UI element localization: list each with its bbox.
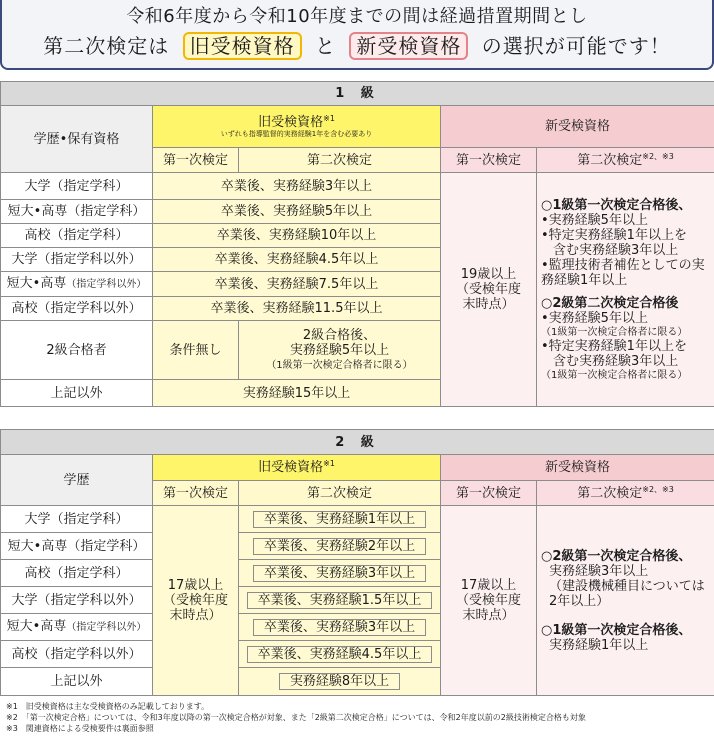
value-box: 実務経験8年以上: [279, 673, 400, 690]
grade1-old-sub-second: 第二次検定: [239, 148, 441, 173]
grade1-2kyu-first: 条件無し: [153, 321, 239, 380]
grade2-old-first-line2: （受検年度: [162, 593, 228, 608]
grade1-cond-b3: •特定実務経験1年以上を: [541, 338, 687, 354]
grade1-table: [0, 81, 714, 407]
table-row-value: 卒業後、実務経験3年以上: [153, 173, 441, 200]
table-row-value: [239, 560, 441, 587]
grade1-2kyu-second-line2: 実務経験5年以上: [289, 342, 390, 358]
grade2-title: 2 級: [1, 430, 714, 455]
table-row-value: 卒業後、実務経験5年以上: [153, 200, 441, 224]
row-label-small: （指定学科以外）: [66, 279, 147, 290]
grade1-new-sub-sup: ※2、※3: [642, 151, 674, 161]
table-row-label: 2級合格者: [1, 321, 153, 380]
grade2-old-header: [153, 455, 441, 481]
grade2-col-header: 学歴: [1, 455, 153, 506]
grade1-new-sub-first: 第一次検定: [441, 148, 537, 173]
value-box: 卒業後、実務経験4.5年以上: [247, 646, 433, 663]
grade2-old-first-age: 17歳以上: [167, 578, 224, 593]
grade1-2kyu-second-line3: （1級第一次検定合格者に限る）: [266, 359, 413, 371]
grade1-old-sup: ※1: [323, 113, 335, 123]
table-row-value: [239, 668, 441, 696]
table-row-label: 大学（指定学科）: [1, 506, 153, 533]
old-qualification-tag: 旧受検資格: [183, 32, 302, 60]
banner-text-mid: と: [315, 34, 336, 58]
value-box: 卒業後、実務経験3年以上: [253, 565, 426, 582]
new-qualification-tag: 新受検資格: [349, 32, 468, 60]
table-row-value: 卒業後、実務経験7.5年以上: [153, 272, 441, 297]
grade2-cond-b1: 実務経験1年以上: [549, 637, 649, 653]
table-row-label: 大学（指定学科以外）: [1, 587, 153, 614]
grade1-new-sub-second-label: 第二次検定: [577, 152, 643, 168]
grade1-cond-a3: 含む実務経験3年以上: [553, 242, 679, 258]
grade2-new-first-cell: [441, 506, 537, 696]
grade2-cond-h1: ○2級第一次検定合格後、: [541, 548, 692, 564]
grade2-new-sub-sup: ※2、※3: [642, 484, 674, 494]
value-box: 卒業後、実務経験2年以上: [253, 538, 426, 555]
table-row-label: 短大•高専（指定学科）: [1, 533, 153, 560]
table-row-value: 卒業後、実務経験11.5年以上: [153, 297, 441, 321]
footnotes: [6, 701, 714, 734]
grade2-new-first-line2: （受検年度: [455, 593, 521, 608]
grade1-cond-a2: •特定実務経験1年以上を: [541, 227, 687, 243]
table-row-label: 高校（指定学科以外）: [1, 297, 153, 321]
grade2-old-header-label: 旧受検資格: [258, 460, 324, 475]
grade1-cond-b2: （1級第一次検定合格者に限る）: [541, 326, 688, 338]
grade1-cond-b5: （1級第一次検定合格者に限る）: [541, 369, 688, 381]
grade1-new-first-line2: （受検年度: [455, 282, 521, 297]
grade1-new-header: 新受検資格: [441, 106, 714, 148]
grade2-new-first-age: 17歳以上: [460, 578, 517, 593]
grade2-new-sub-first: 第一次検定: [441, 481, 537, 506]
grade2-old-first-cell: [153, 506, 239, 696]
table-row-label: 上記以外: [1, 668, 153, 696]
footnote-1: ※1 旧受検資格は主な受検資格のみ記載しております。: [6, 702, 210, 711]
grade2-new-header: 新受検資格: [441, 455, 714, 481]
grade2-old-sup: ※1: [323, 459, 335, 468]
grade1-new-first-line3: 末時点）: [462, 297, 515, 312]
grade1-2kyu-second-line1: 2級合格後、: [302, 327, 377, 343]
banner-line1: 令和6年度から令和10年度までの間は経過措置期間とし: [126, 6, 588, 27]
table-row-label: 上記以外: [1, 380, 153, 407]
table-row-value: 実務経験15年以上: [153, 380, 441, 407]
table-row-value: 卒業後、実務経験4.5年以上: [153, 248, 441, 272]
grade1-cond-a1: •実務経験5年以上: [541, 212, 648, 228]
grade2-old-sub-second: 第二次検定: [239, 481, 441, 506]
table-row-value: [239, 506, 441, 533]
grade1-col-header: 学歴•保有資格: [1, 106, 153, 173]
table-row-value: [239, 641, 441, 668]
row-label-small: （指定学科以外）: [66, 622, 147, 633]
grade1-old-sub-first: 第一次検定: [153, 148, 239, 173]
table-row-label: 高校（指定学科以外）: [1, 641, 153, 668]
value-box: 卒業後、実務経験3年以上: [253, 619, 426, 636]
grade1-cond-a4: •監理技術者補佐としての実務経験1年以上: [541, 257, 705, 288]
row-label-main: 短大•高専: [6, 619, 67, 634]
table-row-value: [239, 533, 441, 560]
table-row-label: 短大•高専（指定学科）: [1, 200, 153, 224]
grade2-new-sub-second-label: 第二次検定: [577, 485, 643, 501]
grade1-new-first-age: 19歳以上: [460, 267, 517, 282]
value-box: 卒業後、実務経験1.5年以上: [247, 592, 433, 609]
grade2-cond-a2: （建設機械種目については2年以上）: [549, 578, 705, 609]
grade1-cond-b4: 含む実務経験3年以上: [553, 353, 679, 369]
banner-text-pre: 第二次検定は: [43, 34, 170, 58]
grade2-new-first-line3: 末時点）: [462, 608, 515, 623]
grade2-table: [0, 429, 714, 696]
transition-banner: [0, 0, 714, 70]
table-row-value: 卒業後、実務経験10年以上: [153, 224, 441, 248]
banner-text-post: の選択が可能です！: [481, 34, 671, 58]
grade1-cond-b1: •実務経験5年以上: [541, 310, 648, 326]
grade1-title: 1 級: [1, 82, 714, 106]
table-row-label: 大学（指定学科）: [1, 173, 153, 200]
table-row-label: 大学（指定学科以外）: [1, 248, 153, 272]
grade1-cond-h1: ○1級第一次検定合格後、: [541, 197, 692, 213]
grade2-old-first-line3: 末時点）: [169, 608, 222, 623]
grade1-old-note: いずれも指導監督的実務経験1年を含む必要あり: [220, 129, 373, 138]
grade1-old-header-label: 旧受検資格: [258, 114, 324, 130]
grade1-new-sub-second: [537, 148, 714, 173]
row-label-main: 短大•高専: [6, 276, 67, 291]
footnote-2: ※2 「第一次検定合格」については、令和3年度以降の第一次検定合格が対象、また「2級第二次検定合格」については、令和2年度以前の2級技術検定合格も対象: [6, 713, 586, 722]
table-row-label: [1, 272, 153, 297]
table-row-label: 高校（指定学科）: [1, 224, 153, 248]
grade1-new-first-cell: [441, 173, 537, 407]
grade2-old-sub-first: 第一次検定: [153, 481, 239, 506]
footnote-3: ※3 関連資格による受検要件は裏面参照: [6, 724, 154, 733]
table-row-value: [239, 614, 441, 641]
table-row-label: 高校（指定学科）: [1, 560, 153, 587]
table-row-label: [1, 614, 153, 641]
grade1-cond-h2: ○2級第二次検定合格後: [541, 295, 679, 311]
grade2-cond-a1: 実務経験3年以上: [549, 563, 649, 579]
grade2-cond-h2: ○1級第一次検定合格後、: [541, 622, 692, 638]
table-row-value: [239, 587, 441, 614]
banner-line2: [2, 32, 712, 60]
grade1-old-header: [153, 106, 441, 148]
grade2-new-second-cell: [537, 506, 714, 696]
grade2-new-sub-second: [537, 481, 714, 506]
grade1-2kyu-second: [239, 321, 441, 380]
value-box: 卒業後、実務経験1年以上: [253, 511, 426, 528]
grade1-new-second-cell: [537, 173, 714, 407]
